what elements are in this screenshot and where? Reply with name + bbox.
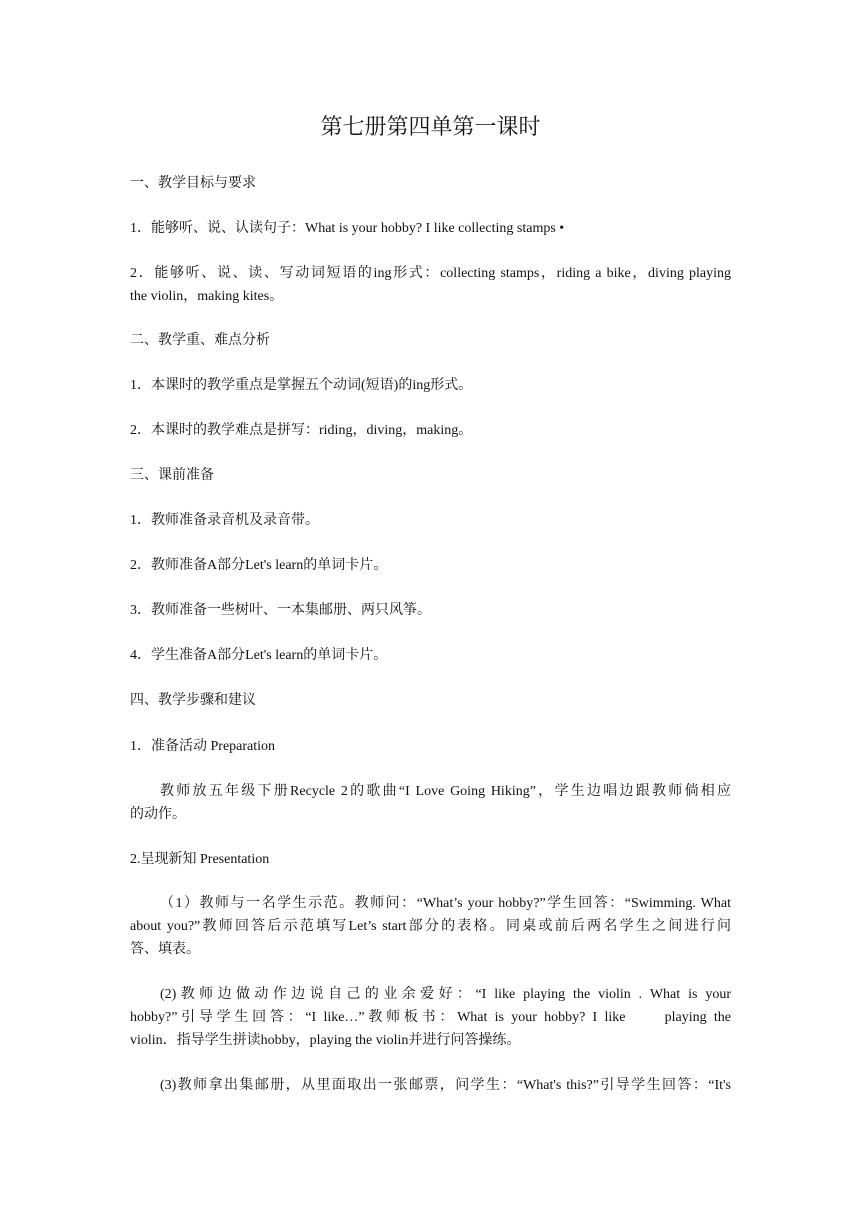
presentation-1-line-1: （1）教师与一名学生示范。教师问：“What’s your hobby?”学生回答：“Swimming. What bbox=[160, 896, 731, 911]
presentation-1-line-2: about you?”教师回答后示范填写Let’s start部分的表格。同桌或前后两名学生之间进行问 bbox=[130, 919, 731, 934]
section-heading-3: 三、课前准备 bbox=[130, 468, 214, 483]
step-1-body-line-1: 教师放五年级下册Recycle 2的歌曲“I Love Going Hiking”，学生边唱边跟教师倘相应 bbox=[160, 784, 731, 799]
prep-item-2: 2．教师准备A部分Let's learn的单词卡片。 bbox=[130, 558, 388, 573]
step-2-heading: 2.呈现新知 Presentation bbox=[130, 852, 270, 867]
prep-item-1: 1．教师准备录音机及录音带。 bbox=[130, 513, 319, 528]
prep-item-3: 3．教师准备一些树叶、一本集邮册、两只风筝。 bbox=[130, 603, 431, 618]
page-title: 第七册第四单第一课时 bbox=[320, 114, 541, 139]
section-heading-1: 一、教学目标与要求 bbox=[130, 176, 256, 191]
presentation-2-line-3: violin．指导学生拼读hobby，playing the violin并进行问答操练。 bbox=[130, 1033, 521, 1048]
prep-item-4: 4．学生准备A部分Let's learn的单词卡片。 bbox=[130, 648, 388, 663]
focus-item-2: 2．本课时的教学难点是拼写：riding，diving，making。 bbox=[130, 423, 473, 438]
presentation-2-line-2: hobby?”引导学生回答：“I like…”教师板书：What is your hobby? I like playing the bbox=[130, 1010, 731, 1025]
presentation-2-line-1: (2)教师边做动作边说自己的业余爱好：“I like playing the violin . What is your bbox=[160, 987, 731, 1002]
step-1-heading: 1．准备活动 Preparation bbox=[130, 739, 276, 754]
section-heading-4: 四、教学步骤和建议 bbox=[130, 693, 256, 708]
section-heading-2: 二、教学重、难点分析 bbox=[130, 333, 270, 348]
presentation-3-line-1: (3)教师拿出集邮册，从里面取出一张邮票，问学生：“What's this?”引导学生回答：“It's bbox=[160, 1078, 731, 1093]
goal-item-2-line-2: the violin，making kites。 bbox=[130, 289, 284, 304]
presentation-1-line-3: 答、填表。 bbox=[130, 942, 200, 957]
goal-item-1: 1．能够听、说、认读句子：What is your hobby? I like collecting stamps • bbox=[130, 221, 565, 236]
goal-item-2-line-1: 2．能够听、说、读、写动词短语的ing形式：collecting stamps，riding a bike，diving playing bbox=[130, 266, 731, 281]
focus-item-1: 1．本课时的教学重点是掌握五个动词(短语)的ing形式。 bbox=[130, 378, 473, 393]
step-1-body-line-2: 的动作。 bbox=[130, 807, 186, 822]
